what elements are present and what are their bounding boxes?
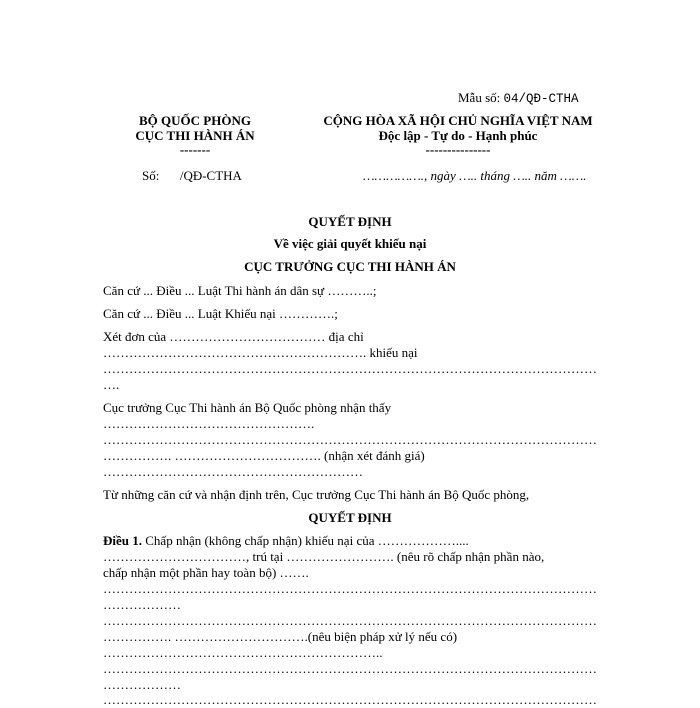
form-code xyxy=(458,90,579,107)
article1-line-6: …………………………………………………………………………………………………… xyxy=(103,613,597,628)
decision-title: QUYẾT ĐỊNH xyxy=(308,214,392,229)
decision-heading: QUYẾT ĐỊNH xyxy=(308,510,392,525)
form-code-value: 04/QĐ-CTHA xyxy=(503,92,579,106)
article1-line-11: …………………………………………………………………………………………………… xyxy=(103,692,597,707)
agency-separator: ------- xyxy=(179,142,211,157)
article1-line-1 xyxy=(103,533,469,549)
conclusion-line: Từ những căn cứ và nhận định trên, Cục trưởng Cục Thi hành án Bộ Quốc phòng, xyxy=(103,487,530,502)
form-code-label: Mẫu số: xyxy=(458,90,501,105)
article1-line-4: …………………………………………………………………………………………………… xyxy=(103,581,597,596)
finding-line-2: …………………………………………. xyxy=(103,416,315,431)
number-value: /QĐ-CTHA xyxy=(179,168,242,183)
consider-line-4: …. xyxy=(103,377,120,392)
finding-line-1: Cục trưởng Cục Thi hành án Bộ Quốc phòng nhận thấy xyxy=(103,400,392,415)
agency-line1: BỘ QUỐC PHÒNG xyxy=(139,113,251,128)
consider-line-1: Xét đơn của ……………………………… địa chỉ xyxy=(103,329,364,344)
finding-line-5: …………………………………………………… xyxy=(103,464,363,479)
number-label: Số: xyxy=(142,168,160,183)
article1-line-2: ……………………………, trú tại ……………………. (nêu rõ chấp nhận phần nào, xyxy=(103,549,545,564)
nation-separator: --------------- xyxy=(425,142,491,157)
nation-line2: Độc lập - Tự do - Hạnh phúc xyxy=(378,128,538,143)
basis-line-2: Căn cứ ... Điều ... Luật Khiếu nại ………….; xyxy=(103,306,338,321)
basis-line-1: Căn cứ ... Điều ... Luật Thi hành án dân sự ………..; xyxy=(103,283,377,298)
decision-authority: CỤC TRƯỞNG CỤC THI HÀNH ÁN xyxy=(244,259,456,274)
nation-line1: CỘNG HÒA XÃ HỘI CHỦ NGHĨA VIỆT NAM xyxy=(323,113,593,128)
finding-line-3: …………………………………………………………………………………………………… xyxy=(103,432,597,447)
decision-subject: Về việc giải quyết khiếu nại xyxy=(273,236,427,251)
consider-line-3: …………………………………………………………………………………………………… xyxy=(103,361,597,376)
date-line: ……………., ngày ….. tháng ….. năm ……. xyxy=(363,168,587,183)
agency-line2: CỤC THI HÀNH ÁN xyxy=(135,128,255,143)
article1-line-3: chấp nhận một phần hay toàn bộ) ……. xyxy=(103,565,309,580)
article1-line-5: ……………… xyxy=(103,597,181,612)
article1-line-9: …………………………………………………………………………………………………… xyxy=(103,661,597,676)
article1-line-10: ……………… xyxy=(103,677,181,692)
article1-line-7: ……………. ………………………….(nêu biện pháp xử lý nếu có) xyxy=(103,629,458,644)
article1-text: Chấp nhận (không chấp nhận) khiếu nại của ……………….... xyxy=(142,533,469,548)
article1-label: Điều 1. xyxy=(103,533,142,548)
finding-line-4: ……………. ……………………………. (nhận xét đánh giá) xyxy=(103,448,425,463)
article1-line-8: ……………………………………………………….. xyxy=(103,645,383,660)
consider-line-2: ……………………………………………………. khiếu nại xyxy=(103,345,418,360)
document-number xyxy=(142,168,242,184)
